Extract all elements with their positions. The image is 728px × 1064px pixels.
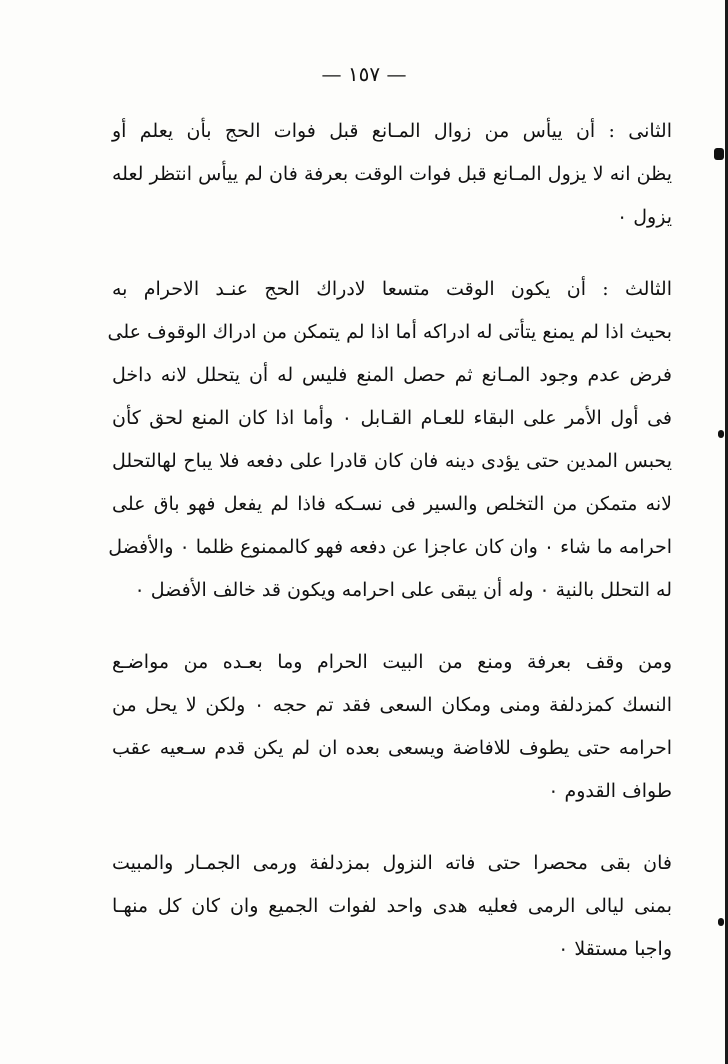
text-line: فان بقى محصرا حتى فاته النزول بمزدلفة ورمى الجمـار والمبيت <box>112 852 672 874</box>
paragraph <box>107 268 672 612</box>
text-line: النسك كمزدلفة ومنى ومكان السعى فقد تم حجه ٠ ولكن لا يحل من <box>112 694 672 716</box>
page-body <box>107 110 672 1000</box>
text-line: فرض عدم وجود المـانع ثم حصل المنع فليس له أن يتحلل لانه داخل <box>112 364 672 386</box>
text-line: فى أول الأمر على البقاء للعـام القـابل ٠ وأما اذا كان المنع لحق كأن <box>112 407 672 429</box>
paragraph <box>112 110 672 239</box>
ink-blot <box>714 148 724 160</box>
paragraph <box>112 641 672 813</box>
text-line: بمنى ليالى الرمى فعليه هدى واحد لفوات الجميع وان كان كل منهـا <box>112 895 672 917</box>
paragraph <box>112 842 672 971</box>
text-line: يظن انه لا يزول المـانع قبل فوات الوقت بعرفة فان لم ييأس انتظر لعله <box>112 163 672 185</box>
text-line: يزول ٠ <box>616 206 672 228</box>
ink-blot <box>718 918 724 926</box>
text-line: واجبا مستقلا ٠ <box>558 938 672 960</box>
text-line: احرامه حتى يطوف للافاضة ويسعى بعده ان لم يكن قدم سـعيه عقب <box>112 737 672 759</box>
text-line: بحيث اذا لم يمنع يتأتى له ادراكه أما اذا لم يتمكن من ادراك الوقوف على <box>107 321 672 343</box>
text-line: ومن وقف بعرفة ومنع من البيت الحرام وما بعـده من مواضـع <box>112 651 672 673</box>
text-line: احرامه ما شاء ٠ وان كان عاجزا عن دفعه فهو كالممنوع ظلما ٠ والأفضل <box>108 536 672 558</box>
text-line: الثانى : أن ييأس من زوال المـانع قبل فوات الحج بأن يعلم أو <box>112 120 672 142</box>
page-number: — ١٥٧ — <box>321 62 407 86</box>
text-line: لانه متمكن من التخلص والسير فى نسـكه فاذا لم يفعل فهو باق على <box>112 493 672 515</box>
text-line: الثالث : أن يكون الوقت متسعا لادراك الحج عنـد الاحرام به <box>112 278 672 300</box>
ink-blot <box>718 430 724 438</box>
text-line: له التحلل بالنية ٠ وله أن يبقى على احرامه ويكون قد خالف الأفضل ٠ <box>134 579 672 601</box>
text-line: يحبس المدين حتى يؤدى دينه فان كان قادرا على دفعه فلا يباح لهالتحلل <box>112 450 672 472</box>
text-line: طواف القدوم ٠ <box>548 780 672 802</box>
